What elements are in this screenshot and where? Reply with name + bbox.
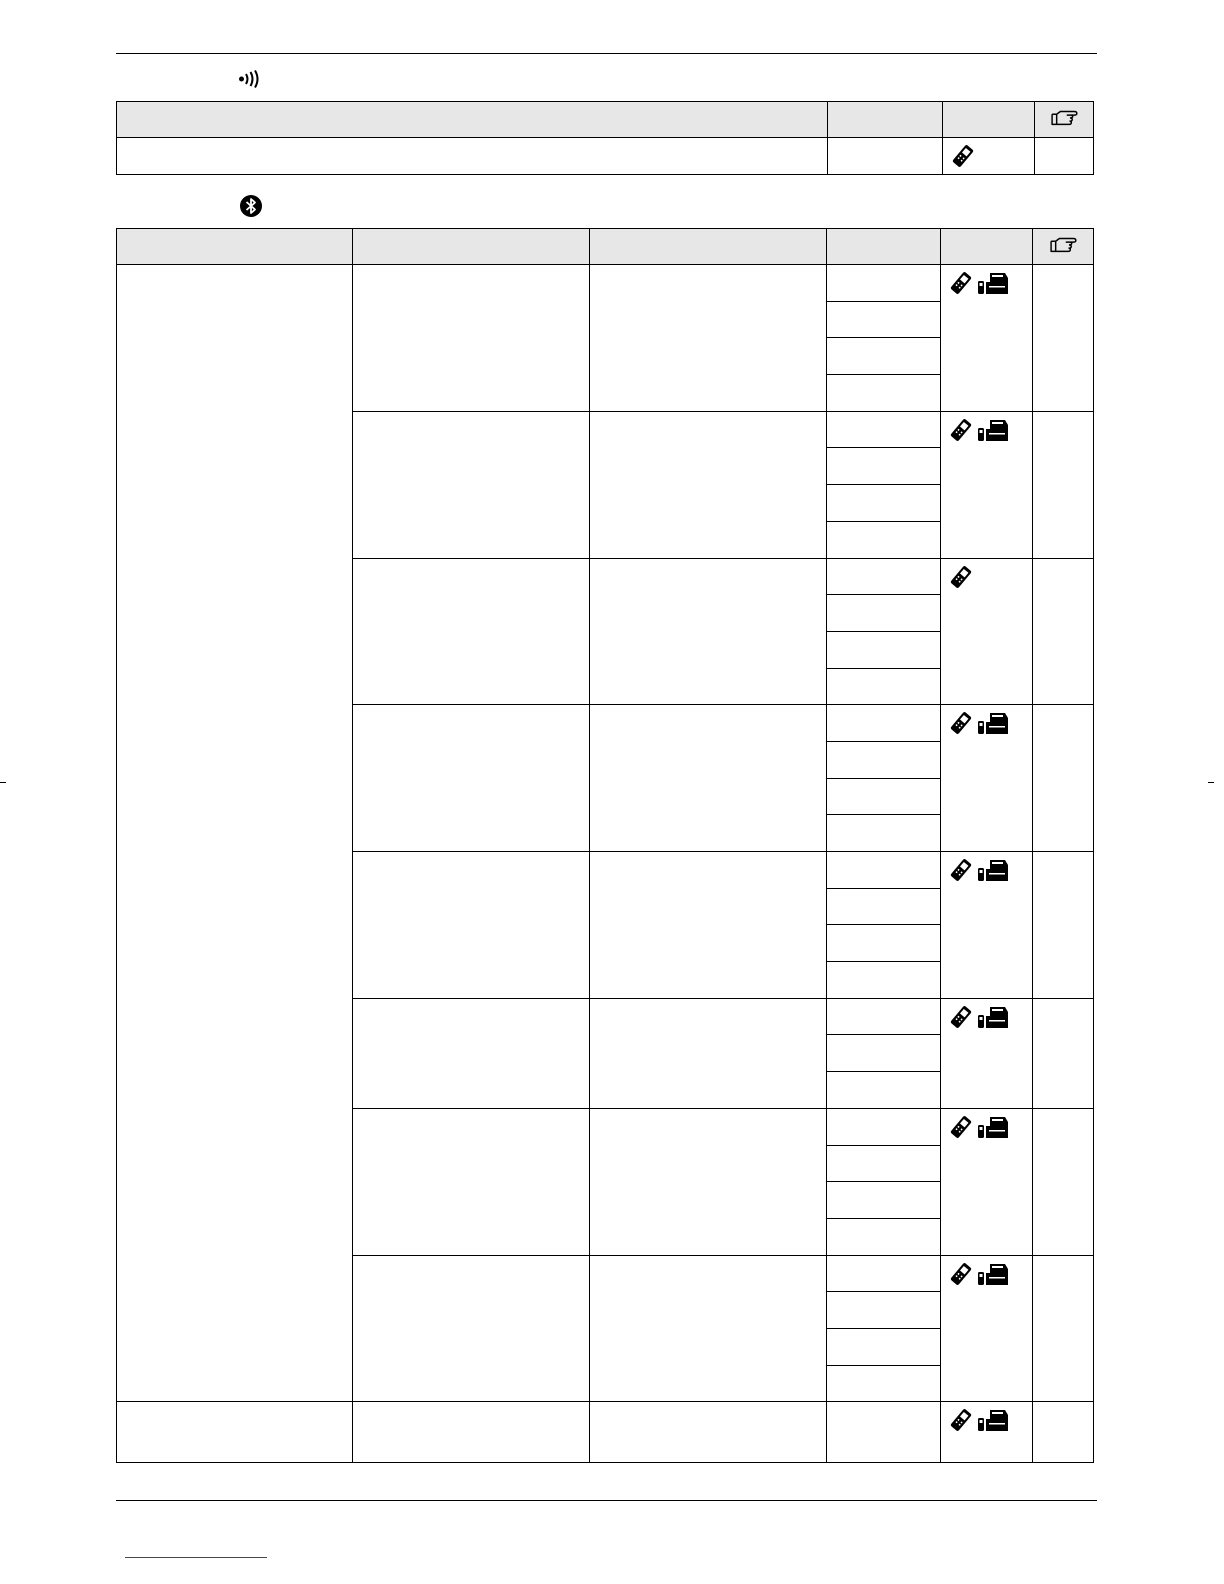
description-cell	[590, 1255, 827, 1402]
option-cell	[827, 668, 941, 705]
settings-table-2	[116, 228, 1094, 1463]
base-unit-icon	[977, 711, 1009, 735]
footer-link-underline[interactable]	[125, 1557, 267, 1558]
base-unit-icon	[977, 1005, 1009, 1029]
reference-cell	[1033, 265, 1094, 412]
signal-waves-icon	[238, 70, 262, 88]
handset-icon	[949, 1408, 973, 1432]
base-unit-icon	[977, 1262, 1009, 1286]
base-unit-icon	[977, 418, 1009, 442]
option-cell	[827, 852, 941, 889]
handset-icon	[949, 1005, 973, 1029]
handset-icon	[949, 858, 973, 882]
setting-cell	[353, 998, 590, 1108]
option-cell	[827, 1292, 941, 1329]
description-cell	[590, 1402, 827, 1463]
setting-cell	[353, 558, 590, 705]
header-rule	[116, 53, 1097, 54]
option-cell	[827, 815, 941, 852]
option-cell	[827, 1365, 941, 1402]
base-unit-icon	[977, 1115, 1009, 1139]
base-unit-icon	[977, 1408, 1009, 1432]
table-header-row	[117, 102, 1094, 138]
device-cell	[941, 558, 1033, 705]
option-cell	[827, 1182, 941, 1219]
finger-pointer-icon	[1048, 233, 1078, 255]
handset-icon	[949, 418, 973, 442]
base-unit-icon	[977, 858, 1009, 882]
handset-icon	[949, 1262, 973, 1286]
option-cell	[827, 998, 941, 1035]
option-cell	[827, 778, 941, 815]
option-cell	[827, 265, 941, 302]
table-header-row	[117, 229, 1094, 265]
reference-cell	[1033, 411, 1094, 558]
feature-cell	[117, 1402, 353, 1463]
device-cell	[941, 852, 1033, 999]
option-cell	[827, 1108, 941, 1145]
option-cell	[827, 595, 941, 632]
option-cell	[827, 1328, 941, 1365]
description-cell	[590, 411, 827, 558]
finger-pointer-icon	[1049, 106, 1079, 128]
description-cell	[590, 998, 827, 1108]
header-cell	[828, 102, 943, 138]
option-cell	[827, 485, 941, 522]
bluetooth-icon	[239, 194, 263, 218]
option-cell	[827, 411, 941, 448]
description-cell	[590, 705, 827, 852]
header-cell	[590, 229, 827, 265]
option-cell	[827, 375, 941, 412]
option-cell	[827, 448, 941, 485]
setting-cell	[353, 705, 590, 852]
reference-cell	[1033, 998, 1094, 1108]
description-cell	[590, 852, 827, 999]
header-cell-reference	[1035, 102, 1094, 138]
description-cell	[590, 265, 827, 412]
reference-cell	[1033, 1402, 1094, 1463]
handset-icon	[949, 271, 973, 295]
reference-cell	[1033, 1108, 1094, 1255]
footer-rule	[116, 1500, 1097, 1501]
feature-cell	[117, 265, 353, 1402]
header-cell-reference	[1033, 229, 1094, 265]
header-cell	[353, 229, 590, 265]
crop-mark-right	[1208, 782, 1214, 783]
table-row	[117, 265, 1094, 302]
header-cell	[827, 229, 941, 265]
header-cell	[117, 102, 828, 138]
option-cell	[827, 1072, 941, 1109]
option-cell	[827, 1035, 941, 1072]
option-cell	[827, 962, 941, 999]
table-row	[117, 138, 1094, 175]
reference-cell	[1033, 852, 1094, 999]
crop-mark-left	[0, 782, 6, 783]
option-cell	[828, 138, 943, 175]
feature-cell	[117, 138, 828, 175]
option-cell	[827, 925, 941, 962]
device-cell	[941, 1108, 1033, 1255]
setting-cell	[353, 1255, 590, 1402]
option-cell	[827, 521, 941, 558]
setting-cell	[353, 852, 590, 999]
reference-cell	[1033, 558, 1094, 705]
option-cell	[827, 1145, 941, 1182]
option-cell	[827, 1402, 941, 1463]
option-cell	[827, 705, 941, 742]
option-cell	[827, 1218, 941, 1255]
header-cell	[943, 102, 1035, 138]
option-cell	[827, 558, 941, 595]
header-cell	[117, 229, 353, 265]
description-cell	[590, 1108, 827, 1255]
reference-cell	[1033, 705, 1094, 852]
description-cell	[590, 558, 827, 705]
settings-table-1	[116, 101, 1094, 175]
setting-cell	[353, 1108, 590, 1255]
device-cell	[943, 138, 1035, 175]
table-row	[117, 1402, 1094, 1463]
setting-cell	[353, 265, 590, 412]
handset-icon	[949, 565, 973, 589]
option-cell	[827, 301, 941, 338]
option-cell	[827, 1255, 941, 1292]
handset-icon	[951, 144, 975, 168]
option-cell	[827, 888, 941, 925]
device-cell	[941, 1402, 1033, 1463]
handset-icon	[949, 1115, 973, 1139]
option-cell	[827, 631, 941, 668]
header-cell	[941, 229, 1033, 265]
reference-cell	[1035, 138, 1094, 175]
option-cell	[827, 741, 941, 778]
device-cell	[941, 705, 1033, 852]
device-cell	[941, 411, 1033, 558]
base-unit-icon	[977, 271, 1009, 295]
device-cell	[941, 265, 1033, 412]
setting-cell	[353, 1402, 590, 1463]
reference-cell	[1033, 1255, 1094, 1402]
option-cell	[827, 338, 941, 375]
device-cell	[941, 1255, 1033, 1402]
device-cell	[941, 998, 1033, 1108]
handset-icon	[949, 711, 973, 735]
setting-cell	[353, 411, 590, 558]
